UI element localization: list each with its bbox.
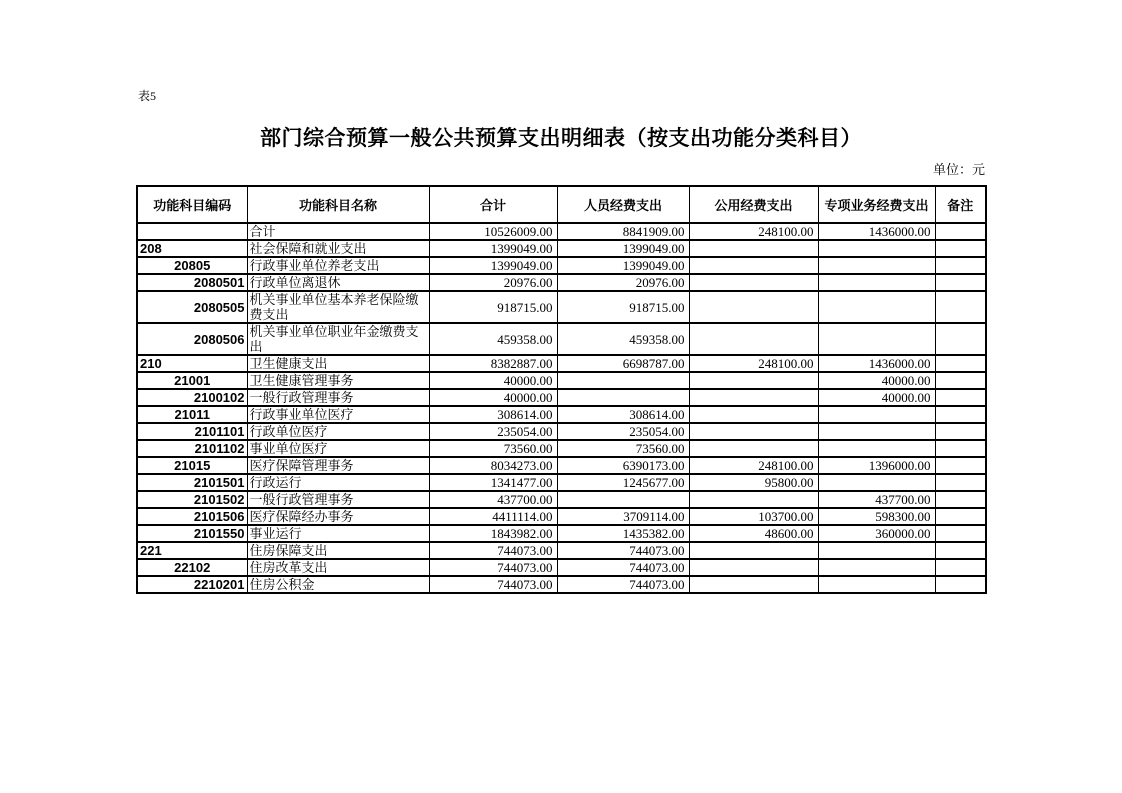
cell-code: 210: [137, 355, 247, 372]
table-row: [137, 223, 986, 240]
cell-special: [818, 559, 935, 576]
column-header-public: 公用经费支出: [689, 186, 818, 223]
cell-total: 1399049.00: [429, 257, 557, 274]
cell-code: 2080501: [137, 274, 247, 291]
cell-total: 1341477.00: [429, 474, 557, 491]
cell-special: 40000.00: [818, 389, 935, 406]
cell-code: 20805: [137, 257, 247, 274]
cell-total: 73560.00: [429, 440, 557, 457]
table-row: [137, 576, 986, 593]
cell-public: [689, 323, 818, 355]
table-row: [137, 291, 986, 323]
cell-code: 22102: [137, 559, 247, 576]
cell-remark: [935, 440, 986, 457]
cell-public: [689, 372, 818, 389]
cell-personnel: 918715.00: [557, 291, 689, 323]
cell-personnel: [557, 372, 689, 389]
cell-name: 医疗保障经办事务: [247, 508, 429, 525]
cell-remark: [935, 372, 986, 389]
cell-total: 20976.00: [429, 274, 557, 291]
cell-personnel: 1399049.00: [557, 257, 689, 274]
cell-special: 1396000.00: [818, 457, 935, 474]
cell-special: [818, 291, 935, 323]
cell-name: 事业单位医疗: [247, 440, 429, 457]
cell-remark: [935, 323, 986, 355]
column-header-special: 专项业务经费支出: [818, 186, 935, 223]
sheet-label: 表5: [138, 89, 157, 103]
table-row: [137, 457, 986, 474]
cell-total: 308614.00: [429, 406, 557, 423]
cell-special: 40000.00: [818, 372, 935, 389]
cell-personnel: 744073.00: [557, 559, 689, 576]
cell-public: [689, 389, 818, 406]
table-row: [137, 525, 986, 542]
cell-personnel: 73560.00: [557, 440, 689, 457]
table-row: [137, 355, 986, 372]
table-row: [137, 542, 986, 559]
cell-name: 行政运行: [247, 474, 429, 491]
cell-public: [689, 491, 818, 508]
cell-code: 2101550: [137, 525, 247, 542]
cell-total: 437700.00: [429, 491, 557, 508]
cell-personnel: 1245677.00: [557, 474, 689, 491]
cell-personnel: 8841909.00: [557, 223, 689, 240]
column-header-name: 功能科目名称: [247, 186, 429, 223]
cell-code: 208: [137, 240, 247, 257]
cell-total: 8034273.00: [429, 457, 557, 474]
cell-total: 4411114.00: [429, 508, 557, 525]
table-row: [137, 323, 986, 355]
cell-remark: [935, 508, 986, 525]
cell-public: [689, 559, 818, 576]
cell-public: [689, 257, 818, 274]
table-row: [137, 389, 986, 406]
cell-personnel: 459358.00: [557, 323, 689, 355]
cell-remark: [935, 257, 986, 274]
cell-total: 40000.00: [429, 389, 557, 406]
cell-public: 248100.00: [689, 355, 818, 372]
cell-code: 2210201: [137, 576, 247, 593]
cell-code: 2101502: [137, 491, 247, 508]
cell-total: 744073.00: [429, 576, 557, 593]
cell-remark: [935, 291, 986, 323]
cell-special: [818, 576, 935, 593]
table-row: [137, 559, 986, 576]
cell-total: 1843982.00: [429, 525, 557, 542]
cell-special: [818, 440, 935, 457]
cell-remark: [935, 576, 986, 593]
cell-code: 2101102: [137, 440, 247, 457]
cell-public: 248100.00: [689, 457, 818, 474]
cell-code: 221: [137, 542, 247, 559]
cell-remark: [935, 274, 986, 291]
cell-code: 2101501: [137, 474, 247, 491]
cell-code: [137, 223, 247, 240]
cell-name: 合计: [247, 223, 429, 240]
cell-special: 437700.00: [818, 491, 935, 508]
cell-name: 机关事业单位基本养老保险缴费支出: [247, 291, 429, 323]
table-header: [137, 186, 986, 223]
cell-total: 235054.00: [429, 423, 557, 440]
cell-remark: [935, 491, 986, 508]
table-row: [137, 474, 986, 491]
cell-name: 社会保障和就业支出: [247, 240, 429, 257]
cell-personnel: 3709114.00: [557, 508, 689, 525]
cell-name: 行政单位离退休: [247, 274, 429, 291]
cell-name: 事业运行: [247, 525, 429, 542]
unit-label: 单位：元: [932, 162, 985, 177]
cell-special: [818, 406, 935, 423]
cell-total: 918715.00: [429, 291, 557, 323]
cell-public: [689, 542, 818, 559]
cell-name: 住房改革支出: [247, 559, 429, 576]
budget-table: [136, 185, 987, 594]
table-row: [137, 406, 986, 423]
cell-name: 卫生健康管理事务: [247, 372, 429, 389]
cell-public: [689, 576, 818, 593]
cell-personnel: 744073.00: [557, 576, 689, 593]
cell-code: 2101101: [137, 423, 247, 440]
cell-personnel: 308614.00: [557, 406, 689, 423]
cell-special: 1436000.00: [818, 355, 935, 372]
cell-special: [818, 542, 935, 559]
cell-total: 1399049.00: [429, 240, 557, 257]
column-header-remark: 备注: [935, 186, 986, 223]
cell-personnel: 6698787.00: [557, 355, 689, 372]
cell-public: [689, 423, 818, 440]
column-header-total: 合计: [429, 186, 557, 223]
cell-special: 360000.00: [818, 525, 935, 542]
column-header-code: 功能科目编码: [137, 186, 247, 223]
cell-total: 744073.00: [429, 559, 557, 576]
cell-name: 行政事业单位养老支出: [247, 257, 429, 274]
table-row: [137, 423, 986, 440]
cell-personnel: 1435382.00: [557, 525, 689, 542]
cell-remark: [935, 406, 986, 423]
cell-name: 住房保障支出: [247, 542, 429, 559]
cell-remark: [935, 223, 986, 240]
cell-special: [818, 323, 935, 355]
cell-name: 卫生健康支出: [247, 355, 429, 372]
cell-remark: [935, 542, 986, 559]
cell-public: 48600.00: [689, 525, 818, 542]
cell-total: 10526009.00: [429, 223, 557, 240]
cell-special: [818, 423, 935, 440]
table-row: [137, 491, 986, 508]
table-row: [137, 274, 986, 291]
cell-code: 2101506: [137, 508, 247, 525]
cell-remark: [935, 457, 986, 474]
cell-public: 95800.00: [689, 474, 818, 491]
cell-personnel: 235054.00: [557, 423, 689, 440]
cell-code: 21015: [137, 457, 247, 474]
cell-personnel: 20976.00: [557, 274, 689, 291]
cell-name: 住房公积金: [247, 576, 429, 593]
cell-personnel: [557, 491, 689, 508]
cell-name: 行政事业单位医疗: [247, 406, 429, 423]
cell-special: 598300.00: [818, 508, 935, 525]
table-row: [137, 508, 986, 525]
cell-total: 40000.00: [429, 372, 557, 389]
cell-special: [818, 274, 935, 291]
cell-code: 21001: [137, 372, 247, 389]
column-header-personnel: 人员经费支出: [557, 186, 689, 223]
cell-personnel: 744073.00: [557, 542, 689, 559]
cell-special: [818, 474, 935, 491]
cell-special: 1436000.00: [818, 223, 935, 240]
cell-public: 103700.00: [689, 508, 818, 525]
cell-public: [689, 406, 818, 423]
header-row: [137, 186, 986, 223]
cell-remark: [935, 240, 986, 257]
page-title: 部门综合预算一般公共预算支出明细表（按支出功能分类科目）: [260, 126, 862, 150]
table-body: [137, 223, 986, 593]
cell-special: [818, 257, 935, 274]
cell-remark: [935, 525, 986, 542]
table-row: [137, 372, 986, 389]
cell-remark: [935, 423, 986, 440]
cell-total: 8382887.00: [429, 355, 557, 372]
cell-name: 一般行政管理事务: [247, 491, 429, 508]
table-row: [137, 240, 986, 257]
cell-total: 459358.00: [429, 323, 557, 355]
cell-public: [689, 240, 818, 257]
table-row: [137, 257, 986, 274]
cell-name: 一般行政管理事务: [247, 389, 429, 406]
cell-personnel: 1399049.00: [557, 240, 689, 257]
cell-name: 行政单位医疗: [247, 423, 429, 440]
cell-remark: [935, 474, 986, 491]
cell-special: [818, 240, 935, 257]
cell-code: 2080505: [137, 291, 247, 323]
cell-name: 医疗保障管理事务: [247, 457, 429, 474]
cell-remark: [935, 355, 986, 372]
cell-remark: [935, 389, 986, 406]
cell-public: [689, 274, 818, 291]
cell-total: 744073.00: [429, 542, 557, 559]
table-row: [137, 440, 986, 457]
cell-public: [689, 440, 818, 457]
cell-remark: [935, 559, 986, 576]
cell-code: 21011: [137, 406, 247, 423]
cell-public: [689, 291, 818, 323]
cell-code: 2080506: [137, 323, 247, 355]
cell-public: 248100.00: [689, 223, 818, 240]
cell-personnel: [557, 389, 689, 406]
cell-code: 2100102: [137, 389, 247, 406]
cell-personnel: 6390173.00: [557, 457, 689, 474]
cell-name: 机关事业单位职业年金缴费支出: [247, 323, 429, 355]
